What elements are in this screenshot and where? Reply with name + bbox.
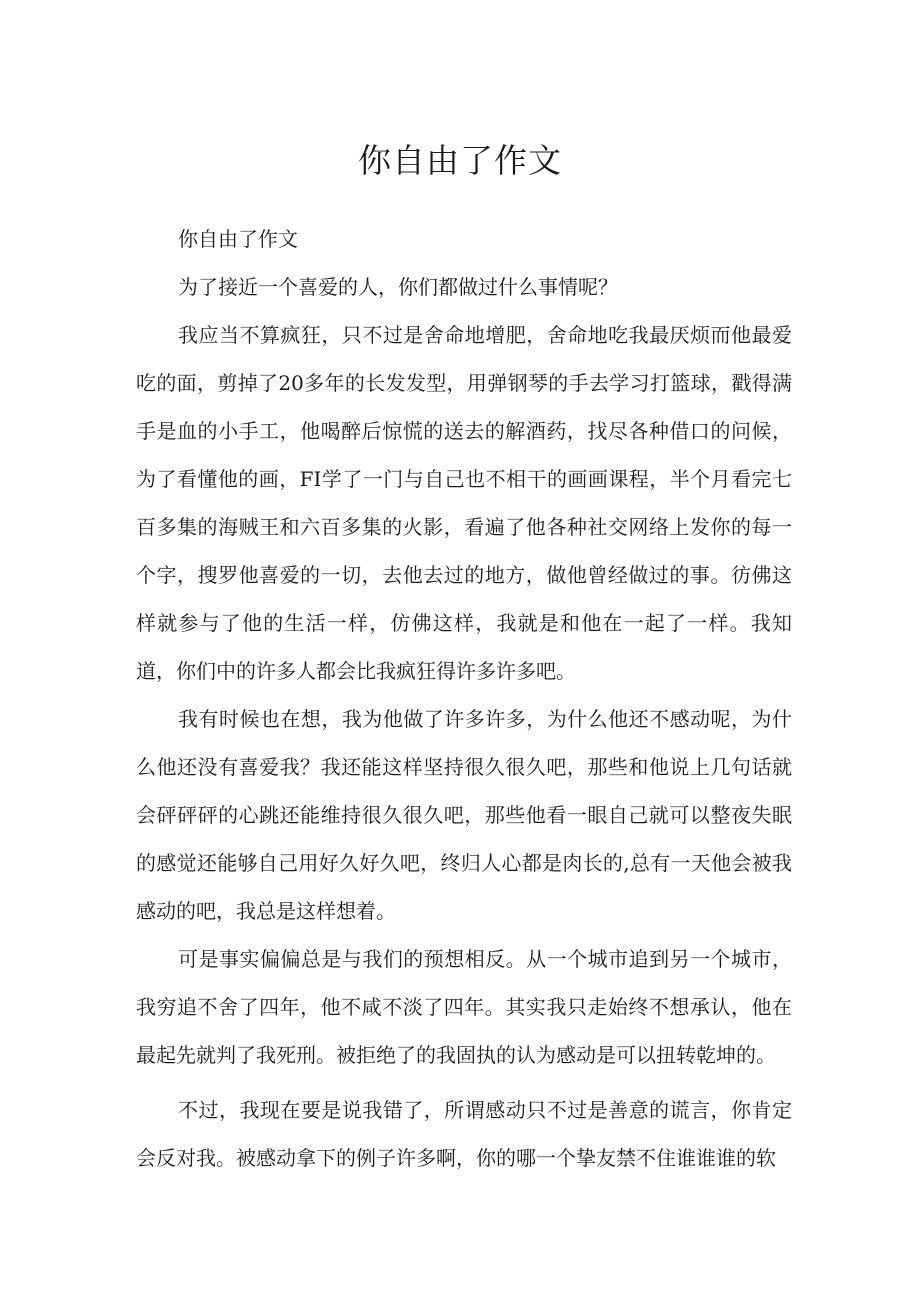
paragraph-wondering: 我有时候也在想，我为他做了许多许多，为什么他还不感动呢，为什么他还没有喜爱我？我还能这样坚持很久很久吧，那些和他说上几句话就会砰砰砰的心跳还能维持很久很久吧，那些他看一眼自己就可以整夜失眠的感觉还能够自己用好久好久吧，终归人心都是肉长的,总有一天他会被我感动的吧，我总是这样想着。	[136, 707, 792, 923]
paragraph-mistake: 不过，我现在要是说我错了，所谓感动只不过是善意的谎言，你肯定会反对我。被感动拿下的例子许多啊，你的哪一个挚友禁不住谁谁谁的软	[136, 1098, 792, 1170]
paragraph-question: 为了接近一个喜爱的人，你们都做过什么事情呢？	[178, 275, 618, 299]
document-body	[136, 215, 792, 1182]
document-title: 你自由了作文	[358, 141, 562, 180]
paragraph-subtitle: 你自由了作文	[178, 227, 298, 251]
paragraph-crazy-things: 我应当不算疯狂，只不过是舍命地增肥，舍命地吃我最厌烦而他最爱吃的面，剪掉了20多年的长发发型，用弹钢琴的手去学习打篮球，戳得满手是血的小手工，他喝醉后惊慌的送去的解酒药，找尽各种借口的问候，为了看懂他的画，FI学了一门与自己也不相干的画画课程，半个月看完七百多集的海贼王和六百多集的火影，看遍了他各种社交网络上发你的每一个字，搜罗他喜爱的一切，去他去过的地方，做他曾经做过的事。彷佛这样就参与了他的生活一样，仿佛这样，我就是和他在一起了一样。我知道，你们中的许多人都会比我疯狂得许多许多吧。	[136, 323, 792, 683]
paragraph-reality: 可是事实偏偏总是与我们的预想相反。从一个城市追到另一个城市，我穷追不舍了四年，他不咸不淡了四年。其实我只走始终不想承认，他在最起先就判了我死刑。被拒绝了的我固执的认为感动是可以扭转乾坤的。	[136, 947, 792, 1067]
